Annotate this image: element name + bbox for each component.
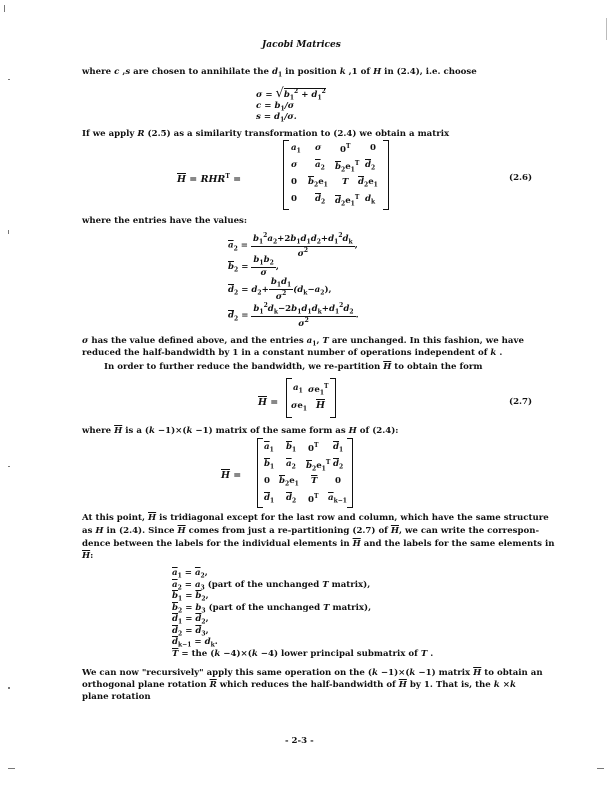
matrix-cell: 0: [370, 143, 376, 153]
text-line: where $\overline{H}$ is a (k −1)×(k −1) matrix of the same form as H of (2.4):: [82, 426, 399, 436]
def-d3: $\overline{d}_2$ = $\frac{b_1^2d_k-2b_1d_1d_k+d_1^2d_2}{\sigma^2}$ .: [228, 302, 359, 329]
scan-mark: [4, 5, 5, 12]
matrix-cell: $\overline{a}_1$: [264, 442, 274, 454]
scan-mark: [606, 18, 607, 40]
def-d2: $\overline{d}_2 = d_2+$ $\frac{b_1d_1}{\sigma^2}$ $(d_k-a_2)$,: [228, 277, 332, 302]
equation-hbar-lhs: $\overline{H}$ =: [221, 470, 242, 481]
scan-mark: [8, 79, 10, 80]
text-line: plane rotation: [82, 692, 151, 702]
scan-mark: [8, 687, 10, 689]
matrix-cell: 0: [291, 177, 297, 187]
text-line: where c ,s are chosen to annihilate the $d_1$ in position k ,1 of H in (2.4), i.e. choose: [82, 67, 477, 79]
matrix-cell: $\overline{b}_1$: [264, 459, 275, 471]
matrix-cell: $\overline{d}_2$: [333, 459, 344, 471]
def-b2: $\overline{b}_2$ = $\frac{b_1b_2}{\sigma}$ ,: [228, 255, 279, 278]
corr-row: $\overline{d}_2 = \overline{d}_3$,: [172, 626, 209, 638]
matrix-cell: $\overline{b}_2e_1$: [279, 476, 299, 488]
matrix-cell: σ: [291, 160, 298, 170]
scan-mark: [597, 768, 604, 769]
matrix-cell: $\sigma e_1$: [291, 401, 307, 413]
matrix-cell: $\overline{T}$: [311, 476, 318, 486]
text-line: If we apply R (2.5) as a similarity transformation to (2.4) we obtain a matrix: [82, 129, 450, 139]
text-line: At this point, $\overline{H}$ is tridiagonal except for the last row and column, which have the same structure: [82, 513, 549, 523]
matrix-cell: $\overline{d}_2$: [286, 493, 297, 505]
equation-2-6-lhs: $\overline{H} = RHR^T$ =: [177, 173, 242, 186]
text-line: In order to further reduce the bandwidth, we re-partition $\overline{H}$ to obtain the form: [104, 362, 483, 372]
corr-row: $\overline{T}$ = the (k −4)×(k −4) lower principal submatrix of T .: [172, 649, 434, 659]
running-header: Jacobi Matrices: [262, 40, 341, 50]
corr-row: $\overline{b}_2 = b_3$ (part of the unchanged T matrix),: [172, 603, 372, 615]
matrix-cell: $\overline{b}_2e_1^T$: [306, 459, 331, 473]
scan-mark: [8, 230, 9, 234]
matrix-cell: T: [342, 177, 349, 187]
corr-row: $\overline{a}_2 = a_3$ (part of the unchanged T matrix),: [172, 580, 371, 592]
matrix-cell: $\overline{d}_1$: [333, 442, 344, 454]
matrix-cell: σ: [315, 143, 322, 153]
equation-label: (2.7): [509, 397, 533, 407]
text-line: $\overline{H}$:: [82, 551, 94, 561]
matrix-cell: $d_k$: [365, 194, 376, 206]
matrix-cell: $\sigma e_1^T$: [308, 383, 329, 397]
corr-row: $\overline{d}_1 = \overline{d}_2$,: [172, 614, 209, 626]
equation-label: (2.6): [509, 173, 533, 183]
matrix-cell: $\overline{d}_2e_1^T$: [335, 194, 360, 208]
text-line: dence between the labels for the individual elements in $\overline{H}$ and the labels for the same elements in: [82, 539, 555, 549]
equation-sigma: $\sigma = √b_1^2 + d_1^2$: [256, 86, 326, 102]
text-line: orthogonal plane rotation $\overline{R}$ which reduces the half-bandwidth of $\overline{H}$ by 1. That is, the k ×k: [82, 680, 516, 690]
text-line: reduced the half-bandwidth by 1 in a constant number of operations independent of k .: [82, 348, 503, 358]
corr-row: $\overline{a}_1 = \overline{a}_2$,: [172, 568, 208, 580]
matrix-cell: $0^T$: [340, 143, 351, 155]
matrix-cell: $\overline{b}_2e_1$: [308, 177, 328, 189]
text-line: as H in (2.4). Since $\overline{H}$ comes from just a re-partitioning (2.7) of $\overline{H}$, we can write the correspon-: [82, 526, 540, 536]
matrix-cell: $\overline{d}_2$: [365, 160, 376, 172]
matrix-cell: $\overline{H}$: [316, 400, 325, 411]
equation-s: $s = d_1/\sigma$.: [256, 112, 297, 124]
text-line: We can now "recursively" apply this same operation on the (k −1)×(k −1) matrix $\overline{H}$ to obtain an: [82, 668, 543, 678]
equation-2-7-lhs: $\overline{H}$ =: [258, 397, 279, 408]
matrix-cell: $a_1$: [293, 383, 303, 395]
matrix-cell: 0: [264, 476, 270, 486]
corr-row: $\overline{d}_{k-1} = d_k$.: [172, 637, 218, 649]
matrix-cell: $\overline{b}_1$: [286, 442, 297, 454]
matrix-cell: $\overline{d}_1$: [264, 493, 275, 505]
text-line: σ has the value defined above, and the entries $a_1$, T are unchanged. In this fashion, we have: [82, 336, 524, 348]
matrix-cell: $\overline{b}_2e_1^T$: [335, 160, 360, 174]
matrix-cell: 0: [291, 194, 297, 204]
matrix-cell: $a_1$: [291, 143, 301, 155]
equation-c: $c = b_1/\sigma$: [256, 101, 295, 113]
text-line: where the entries have the values:: [82, 216, 248, 226]
matrix-cell: $\overline{a}_2$: [286, 459, 296, 471]
scan-mark: [8, 466, 10, 467]
page-number: - 2-3 -: [285, 736, 314, 746]
corr-row: $\overline{b}_1 = \overline{b}_2$,: [172, 591, 209, 603]
matrix-cell: $\overline{a}_2$: [315, 160, 325, 172]
matrix-cell: $\overline{d}_2e_1$: [358, 177, 378, 189]
def-a2: $\overline{a}_2$ = $\frac{b_1^2a_2+2b_1d_1d_2+d_1^2d_k}{\sigma^2}$ ,: [228, 232, 358, 259]
matrix-cell: $0^T$: [308, 493, 319, 505]
matrix-cell: $\overline{a}_{k-1}$: [328, 493, 347, 505]
matrix-cell: $\overline{d}_2$: [315, 194, 326, 206]
matrix-cell: $0^T$: [308, 442, 319, 454]
matrix-cell: 0: [335, 476, 341, 486]
scan-mark: [8, 768, 15, 769]
